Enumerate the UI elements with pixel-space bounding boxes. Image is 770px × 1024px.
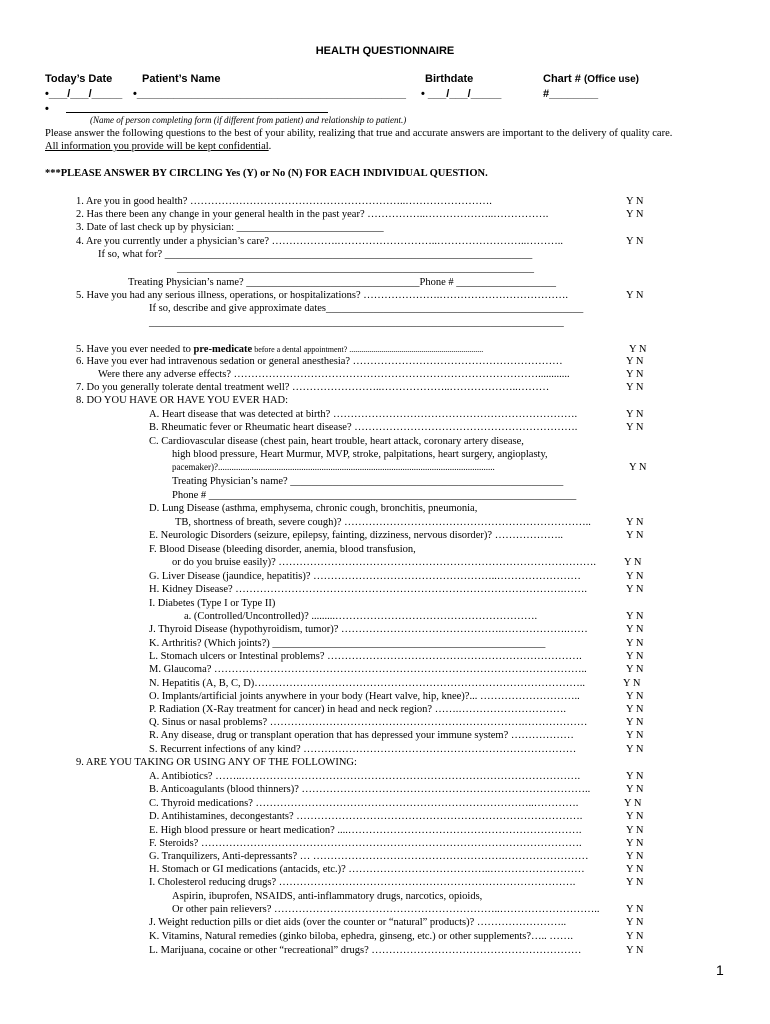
question-3[interactable]: 3. Date of last check up by physician: ____________________________ (76, 222, 384, 233)
q9-k: K. Vitamins, Natural remedies (ginko biloba, ephedra, ginseng, etc.) or other supplements?….. ……. (149, 931, 574, 942)
question-4-what-for[interactable]: If so, what for? ______________________________________________________________________ (98, 249, 533, 260)
question-2: 2. Has there been any change in your general health in the past year? ……………..………………..……………. (76, 209, 549, 220)
question-6-effects: Were there any adverse effects? ……………………………………………………………………………............ (98, 369, 570, 380)
answer-yn[interactable]: Y N (626, 530, 644, 541)
answer-yn[interactable]: Y N (626, 369, 644, 380)
q9-e: E. High blood pressure or heart medication? ....…………………………………………………………. (149, 825, 582, 836)
q8-s: S. Recurrent infections of any kind? …………………………………………………………………… (149, 744, 577, 755)
answer-yn[interactable]: Y N (626, 744, 644, 755)
q8-k[interactable]: K. Arthritis? (Which joints?) ____________________________________________________ (149, 638, 546, 649)
q9-d: D. Antihistamines, decongestants? ………………………………………………………………………. (149, 811, 583, 822)
q8-c: C. Cardiovascular disease (chest pain, heart trouble, heart attack, coronary artery disease, (149, 436, 524, 447)
q8-e: E. Neurologic Disorders (seizure, epilepsy, fainting, dizziness, nervous disorder)? ……………….. (149, 530, 563, 541)
answer-yn[interactable]: Y N (626, 571, 644, 582)
q8-o: O. Implants/artificial joints anywhere in your body (Heart valve, hip, knee)?... ……………………….. (149, 691, 580, 702)
q8-c-line2: high blood pressure, Heart Murmur, MVP, stroke, palpitations, heart surgery, angioplasty, (172, 449, 548, 460)
answer-yn[interactable]: Y N (626, 422, 644, 433)
answer-yn[interactable]: Y N (624, 557, 642, 568)
answer-yn[interactable]: Y N (629, 344, 647, 355)
answer-yn[interactable]: Y N (626, 811, 644, 822)
q9-j: J. Weight reduction pills or diet aids (over the counter or “natural” products)? …………………….. (149, 917, 567, 928)
answer-yn[interactable]: Y N (626, 851, 644, 862)
answer-yn[interactable]: Y N (626, 917, 644, 928)
question-5-line[interactable]: _______________________________________________________________________________ (149, 317, 564, 328)
question-5-premedicate: 5. Have you ever needed to pre-medicate before a dental appointment? ................................................................... (76, 344, 484, 355)
question-4-physician[interactable]: Treating Physician’s name? _________________________________Phone # ___________________ (128, 277, 557, 288)
answer-yn[interactable]: Y N (626, 409, 644, 420)
answer-yn[interactable]: Y N (626, 784, 644, 795)
answer-yn[interactable]: Y N (623, 678, 641, 689)
chart-number-field[interactable]: #________ (543, 88, 599, 100)
q8-j: J. Thyroid Disease (hypothyroidism, tumor)? ……………………………………….……………….…… (149, 624, 588, 635)
answer-yn[interactable]: Y N (626, 864, 644, 875)
answer-yn[interactable]: Y N (626, 290, 644, 301)
answer-yn[interactable]: Y N (629, 462, 647, 473)
instruction-text: ***PLEASE ANSWER BY CIRCLING Yes (Y) or No (N) FOR EACH INDIVIDUAL QUESTION. (45, 168, 488, 179)
page-title: HEALTH QUESTIONNAIRE (315, 45, 455, 57)
answer-yn[interactable]: Y N (626, 838, 644, 849)
question-5-describe[interactable]: If so, describe and give approximate dates_________________________________________________ (149, 303, 584, 314)
q8-g: G. Liver Disease (jaundice, hepatitis)? ……………………………………………..…………………… (149, 571, 581, 582)
birthdate-field[interactable]: • ___/___/_____ (421, 88, 502, 100)
question-9: 9. ARE YOU TAKING OR USING ANY OF THE FOLLOWING: (76, 757, 357, 768)
question-4-line[interactable]: ____________________________________________________________________ (177, 263, 534, 274)
question-7: 7. Do you generally tolerate dental treatment well? ……………………..………………..………………..……… (76, 382, 550, 393)
q8-l: L. Stomach ulcers or Intestinal problems? ………………………………………………………………. (149, 651, 582, 662)
answer-yn[interactable]: Y N (626, 945, 644, 956)
q9-l: L. Marijuana, cocaine or other “recreational” drugs? …………………………………………………… (149, 945, 582, 956)
answer-yn[interactable]: Y N (626, 209, 644, 220)
q9-b: B. Anticoagulants (blood thinners)? ……………………………………………………………………….. (149, 784, 591, 795)
q8-c-phone[interactable]: Phone # ______________________________________________________________________ (172, 490, 577, 501)
q8-f: F. Blood Disease (bleeding disorder, anemia, blood transfusion, (149, 544, 416, 555)
completer-name-field[interactable] (66, 112, 328, 113)
q8-d: D. Lung Disease (asthma, emphysema, chronic cough, bronchitis, pneumonia, (149, 503, 478, 514)
intro-text: Please answer the following questions to the best of your ability, realizing that true and accurate answers are important to the delivery of quality care. (45, 128, 673, 139)
q9-i: I. Cholesterol reducing drugs? …………………………………………………………………………. (149, 877, 576, 888)
answer-yn[interactable]: Y N (626, 236, 644, 247)
answer-yn[interactable]: Y N (626, 356, 644, 367)
q8-n: N. Hepatitis (A, B, C, D)………………………………………………………………………………….. (149, 678, 586, 689)
chart-label: Chart # (Office use) (543, 73, 639, 85)
q9-i-line2: Aspirin, ibuprofen, NSAIDS, anti-inflammatory drugs, narcotics, opioids, (172, 891, 483, 902)
q8-f-line2: or do you bruise easily)? ………………………………………………………………………………. (172, 557, 597, 568)
answer-yn[interactable]: Y N (626, 877, 644, 888)
answer-yn[interactable]: Y N (624, 798, 642, 809)
question-6: 6. Have you ever had intravenous sedation or general anesthesia? …………………………………………………… (76, 356, 563, 367)
q8-c-line3: pacemaker)?........................................................................................................................... (172, 462, 495, 472)
completer-bullet: • (45, 103, 49, 115)
today-date-label: Today’s Date (45, 73, 113, 85)
question-4: 4. Are you currently under a physician’s care? ……………….………………………..……………………..……….. (76, 236, 564, 247)
birthdate-label: Birthdate (425, 73, 474, 85)
confidential-text: All information you provide will be kept confidential. (45, 141, 272, 152)
answer-yn[interactable]: Y N (626, 638, 644, 649)
q9-c: C. Thyroid medications? ……………………………………………………………………..…………. (149, 798, 579, 809)
q8-m: M. Glaucoma? …………………………………………………………………………………………….. (149, 664, 587, 675)
patient-name-label: Patient’s Name (142, 73, 221, 85)
answer-yn[interactable]: Y N (626, 382, 644, 393)
answer-yn[interactable]: Y N (626, 651, 644, 662)
answer-yn[interactable]: Y N (626, 730, 644, 741)
q9-f: F. Steroids? ………………………………………………………………………………………………. (149, 838, 582, 849)
patient-name-field[interactable]: •____________________________________________ (133, 88, 407, 100)
answer-yn[interactable]: Y N (626, 664, 644, 675)
q9-i-line3: Or other pain relievers? ………………………………………………………..……………………….. (172, 904, 600, 915)
q8-h: H. Kidney Disease? ………………………………………………………………………………….……. (149, 584, 588, 595)
completer-note: (Name of person completing form (if different from patient) and relationship to patient.) (90, 115, 407, 125)
answer-yn[interactable]: Y N (626, 196, 644, 207)
q8-b: B. Rheumatic fever or Rheumatic heart disease? ………………………………………………………. (149, 422, 578, 433)
question-8: 8. DO YOU HAVE OR HAVE YOU EVER HAD: (76, 395, 289, 406)
answer-yn[interactable]: Y N (626, 704, 644, 715)
answer-yn[interactable]: Y N (626, 717, 644, 728)
answer-yn[interactable]: Y N (626, 624, 644, 635)
answer-yn[interactable]: Y N (626, 611, 644, 622)
q8-i-a: a. (Controlled/Uncontrolled)? .........…………………………………………………. (184, 611, 538, 622)
answer-yn[interactable]: Y N (626, 771, 644, 782)
q9-g: G. Tranquilizers, Anti-depressants? … ……………………………………………….…………………… (149, 851, 589, 862)
answer-yn[interactable]: Y N (626, 691, 644, 702)
answer-yn[interactable]: Y N (626, 904, 644, 915)
q8-q: Q. Sinus or nasal problems? ……………………………………………………………….……………… (149, 717, 588, 728)
q8-i: I. Diabetes (Type I or Type II) (149, 598, 276, 609)
page-number: 1 (716, 962, 724, 978)
q9-h: H. Stomach or GI medications (antacids, etc.)? …………………………………..……………………… (149, 864, 585, 875)
q8-r: R. Any disease, drug or transplant operation that has depressed your immune system? ……………… (149, 730, 574, 741)
answer-yn[interactable]: Y N (626, 584, 644, 595)
question-1: 1. Are you in good health? ……………………………………………………..……………………. (76, 196, 492, 207)
question-5: 5. Have you had any serious illness, operations, or hospitalizations? ………………….………………………………. (76, 290, 568, 301)
q8-c-physician[interactable]: Treating Physician’s name? ____________________________________________________ (172, 476, 564, 487)
q8-p: P. Radiation (X-Ray treatment for cancer) in head and neck region? …….…………………………. (149, 704, 566, 715)
q9-a: A. Antibiotics? ……..……………………………………………………………………………………. (149, 771, 581, 782)
q8-a: A. Heart disease that was detected at birth? ……………………………………………………………. (149, 409, 578, 420)
answer-yn[interactable]: Y N (626, 931, 644, 942)
q8-d-line2: TB, shortness of breath, severe cough)? …………………………………………………………….. (175, 517, 591, 528)
answer-yn[interactable]: Y N (626, 825, 644, 836)
today-date-field[interactable]: •___/___/_____ (45, 88, 123, 100)
answer-yn[interactable]: Y N (626, 517, 644, 528)
